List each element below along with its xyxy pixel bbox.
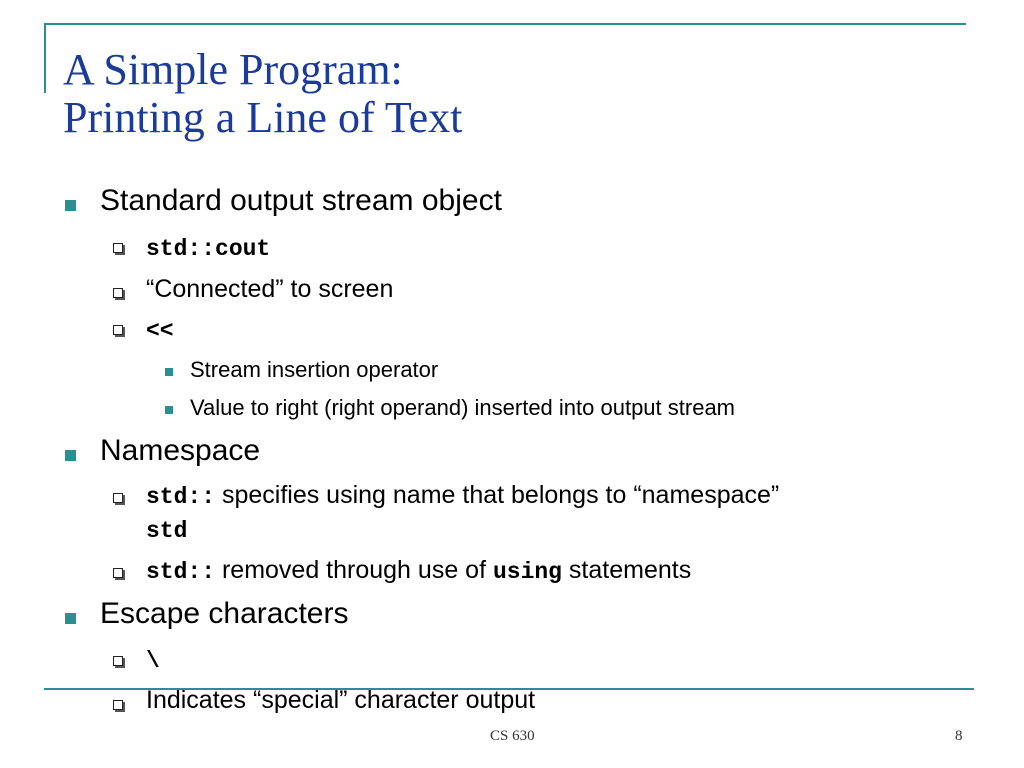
hollow-square-bullet-icon [113, 243, 123, 253]
square-bullet-icon [165, 406, 173, 414]
code-insertion-operator: << [146, 318, 174, 344]
square-bullet-icon [165, 368, 173, 376]
subbullet-std-cout [146, 233, 270, 262]
slide-number: 8 [955, 728, 963, 744]
code-using: using [492, 559, 562, 585]
bullet-namespace: Namespace [100, 434, 261, 467]
subsubbullet-stream-insertion: Stream insertion operator [190, 357, 439, 382]
code-std-namespace: std [146, 518, 188, 544]
subbullet-std-specifies [146, 481, 779, 510]
code-std-prefix: std:: [146, 484, 216, 510]
square-bullet-icon [65, 200, 76, 211]
statements-text: statements [561, 556, 692, 584]
hollow-square-bullet-icon [113, 325, 123, 335]
subbullet-indicates-special: Indicates “special” character output [146, 686, 536, 714]
subbullet-std-continuation [146, 515, 187, 544]
title-line-1: A Simple Program: [63, 45, 403, 94]
square-bullet-icon [65, 450, 76, 461]
code-backslash: \ [146, 648, 160, 674]
bullet-escape-characters: Escape characters [100, 597, 349, 630]
std-specifies-text: specifies using name that belongs to “namespace” [215, 481, 780, 509]
hollow-square-bullet-icon [113, 700, 123, 710]
slide-title [63, 46, 462, 142]
hollow-square-bullet-icon [113, 493, 123, 503]
footer-course: CS 630 [490, 728, 535, 744]
bullet-standard-output: Standard output stream object [100, 184, 502, 217]
hollow-square-bullet-icon [113, 568, 123, 578]
hollow-square-bullet-icon [113, 288, 123, 298]
title-line-2: Printing a Line of Text [63, 93, 463, 142]
subbullet-std-removed [146, 556, 691, 585]
code-std-cout: std::cout [146, 236, 271, 262]
top-rule [44, 23, 966, 25]
code-std-prefix-2: std:: [146, 559, 216, 585]
removed-text: removed through use of [215, 556, 493, 584]
subsubbullet-value-right: Value to right (right operand) inserted into output stream [190, 395, 736, 420]
subbullet-backslash [146, 645, 160, 674]
left-rule [44, 23, 46, 93]
subbullet-insertion [146, 315, 174, 344]
hollow-square-bullet-icon [113, 656, 123, 666]
subbullet-connected: “Connected” to screen [146, 275, 394, 303]
square-bullet-icon [65, 613, 76, 624]
